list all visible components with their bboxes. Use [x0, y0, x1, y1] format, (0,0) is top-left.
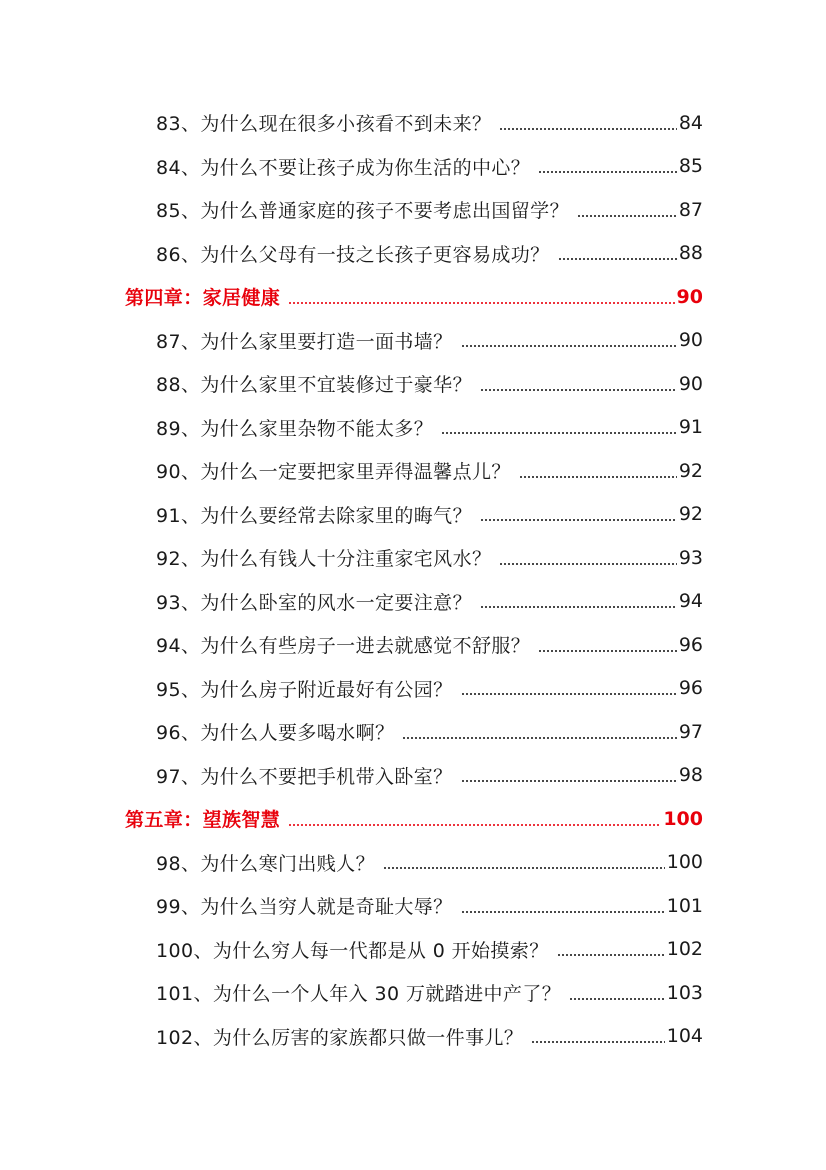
toc-item-label: 88、为什么家里不宜装修过于豪华？: [156, 374, 472, 397]
toc-item-85[interactable]: [0, 188, 826, 232]
dot-leader: [461, 780, 677, 782]
chapter-title: 第五章：望族智慧: [125, 809, 281, 832]
toc-item-96[interactable]: [0, 710, 826, 754]
toc-item-100[interactable]: [0, 928, 826, 972]
dot-leader: [288, 824, 661, 826]
toc-item-label: 102、为什么厉害的家族都只做一件事儿？: [156, 1026, 524, 1049]
dot-leader: [569, 998, 665, 1000]
toc-item-page-number: 103: [666, 981, 703, 1004]
toc-item-page-number: 84: [678, 111, 703, 134]
toc-item-page-number: 98: [678, 764, 703, 787]
toc-item-95[interactable]: [0, 667, 826, 711]
toc-item-page-number: 96: [678, 633, 703, 656]
toc-item-86[interactable]: [0, 232, 826, 276]
toc-item-label: 89、为什么家里杂物不能太多？: [156, 417, 434, 440]
toc-item-label: 84、为什么不要让孩子成为你生活的中心？: [156, 156, 531, 179]
dot-leader: [577, 215, 677, 217]
toc-item-101[interactable]: [0, 971, 826, 1015]
toc-item-label: 97、为什么不要把手机带入卧室？: [156, 765, 453, 788]
toc-item-page-number: 92: [678, 503, 703, 526]
toc-item-label: 93、为什么卧室的风水一定要注意？: [156, 591, 472, 614]
toc-item-label: 95、为什么房子附近最好有公园？: [156, 678, 453, 701]
toc-item-93[interactable]: [0, 580, 826, 624]
toc-item-page-number: 93: [678, 546, 703, 569]
dot-leader: [558, 258, 677, 260]
toc-item-92[interactable]: [0, 536, 826, 580]
dot-leader: [461, 911, 665, 913]
dot-leader: [519, 476, 677, 478]
dot-leader: [461, 345, 677, 347]
toc-item-page-number: 97: [678, 720, 703, 743]
toc-item-label: 98、为什么寒门出贱人？: [156, 852, 375, 875]
toc-chapter-5[interactable]: [0, 797, 826, 841]
toc-item-page-number: 88: [678, 242, 703, 265]
dot-leader: [461, 693, 677, 695]
toc-item-84[interactable]: [0, 145, 826, 189]
toc-item-page-number: 90: [678, 372, 703, 395]
toc-item-label: 87、为什么家里要打造一面书墙？: [156, 330, 453, 353]
dot-leader: [288, 302, 674, 304]
dot-leader: [480, 519, 677, 521]
toc-item-90[interactable]: [0, 449, 826, 493]
toc-item-label: 90、为什么一定要把家里弄得温馨点儿？: [156, 461, 511, 484]
toc-item-label: 100、为什么穷人每一代都是从 0 开始摸索？: [156, 939, 549, 962]
toc-item-91[interactable]: [0, 493, 826, 537]
toc-item-99[interactable]: [0, 884, 826, 928]
dot-leader: [538, 650, 677, 652]
toc-item-88[interactable]: [0, 362, 826, 406]
toc-item-page-number: 87: [678, 198, 703, 221]
toc-item-label: 92、为什么有钱人十分注重家宅风水？: [156, 548, 492, 571]
dot-leader: [383, 867, 665, 869]
toc-item-87[interactable]: [0, 319, 826, 363]
toc-item-page-number: 94: [678, 590, 703, 613]
toc-item-label: 85、为什么普通家庭的孩子不要考虑出国留学？: [156, 200, 569, 223]
dot-leader: [499, 563, 676, 565]
toc-item-page-number: 91: [678, 416, 703, 439]
toc-item-label: 91、为什么要经常去除家里的晦气？: [156, 504, 472, 527]
toc-item-label: 96、为什么人要多喝水啊？: [156, 722, 395, 745]
dot-leader: [557, 954, 665, 956]
chapter-page-number: 90: [676, 285, 703, 308]
chapter-page-number: 100: [663, 807, 703, 830]
toc-item-label: 83、为什么现在很多小孩看不到未来？: [156, 113, 492, 136]
toc-item-98[interactable]: [0, 841, 826, 885]
dot-leader: [531, 1041, 664, 1043]
toc-item-page-number: 100: [666, 851, 703, 874]
toc-item-page-number: 90: [678, 329, 703, 352]
toc-item-page-number: 104: [666, 1025, 703, 1048]
dot-leader: [480, 606, 677, 608]
dot-leader: [538, 171, 677, 173]
toc-item-label: 94、为什么有些房子一进去就感觉不舒服？: [156, 635, 531, 658]
toc-item-page-number: 96: [678, 677, 703, 700]
dot-leader: [441, 432, 677, 434]
dot-leader: [480, 389, 677, 391]
dot-leader: [402, 737, 676, 739]
toc-item-page-number: 101: [666, 894, 703, 917]
dot-leader: [499, 128, 676, 130]
toc-item-page-number: 85: [678, 155, 703, 178]
table-of-contents: [0, 101, 826, 1058]
toc-chapter-4[interactable]: [0, 275, 826, 319]
toc-item-102[interactable]: [0, 1015, 826, 1059]
toc-item-83[interactable]: [0, 101, 826, 145]
toc-item-label: 101、为什么一个人年入 30 万就踏进中产了？: [156, 983, 562, 1006]
toc-item-label: 86、为什么父母有一技之长孩子更容易成功？: [156, 243, 550, 266]
toc-item-page-number: 92: [678, 459, 703, 482]
toc-item-label: 99、为什么当穷人就是奇耻大辱？: [156, 896, 453, 919]
toc-item-94[interactable]: [0, 623, 826, 667]
chapter-title: 第四章：家居健康: [125, 287, 281, 310]
toc-item-97[interactable]: [0, 754, 826, 798]
toc-item-page-number: 102: [666, 938, 703, 961]
toc-item-89[interactable]: [0, 406, 826, 450]
